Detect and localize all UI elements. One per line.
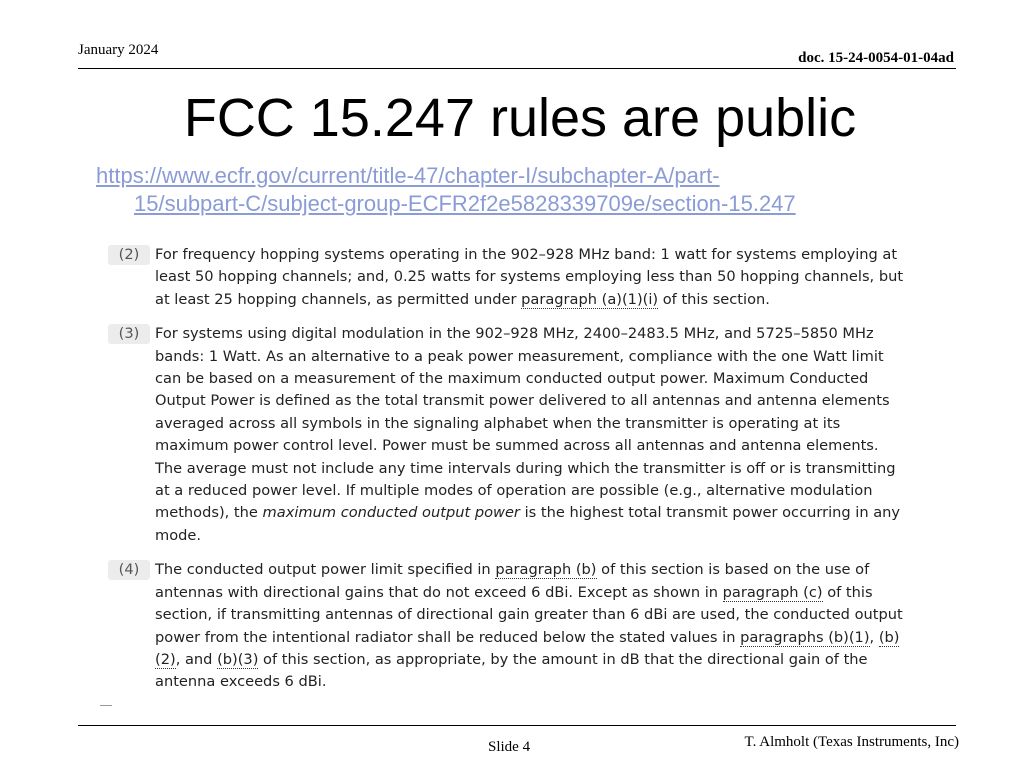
header-doc-id: doc. 15-24-0054-01-04ad <box>798 50 954 66</box>
paragraph-3 <box>108 323 908 547</box>
paragraph-text: is the highest total transmit power occurring in any mode. <box>155 504 901 544</box>
slide-number: Slide 4 <box>488 739 531 755</box>
header-rule <box>78 68 956 69</box>
paragraph-number: (2) <box>108 245 150 265</box>
regulation-excerpt <box>108 244 908 706</box>
slide-title: FCC 15.247 rules are public <box>183 88 857 148</box>
paragraph-number: (3) <box>108 324 150 344</box>
paragraph-text: For systems using digital modulation in the 902–928 MHz, 2400–2483.5 MHz, and 5725–5850 MHz bands: 1 Watt. As an alternative to a peak power measurement, compliance with the one Watt limit can be based on a measurement of the maximum conducted output power. Maximum Conducted Output Power is defined as the total transmit power delivered to all antennas and antenna elements averaged across all symbols in the signaling alphabet when the transmitter is operating at its maximum power control level. Power must be summed across all antennas and antenna elements. The average must not include any time intervals during which the transmitter is off or is transmitting at a reduced power level. If multiple modes of operation are possible (e.g., alternative modulation methods), the <box>155 325 896 522</box>
footer-author: T. Almholt (Texas Instruments, Inc) <box>744 734 959 750</box>
ecfr-link-line-2[interactable]: 15/subpart-C/subject-group-ECFR2f2e5828339709e/section-15.247 <box>134 191 796 216</box>
paragraph-ref-link[interactable]: paragraphs (b)(1) <box>740 628 870 646</box>
paragraph-text: of this section. <box>658 290 770 308</box>
paragraph-text: of this section, as appropriate, by the amount in dB that the directional gain of the antenna exceeds 6 dBi. <box>155 650 868 691</box>
divider-mark <box>100 705 112 706</box>
paragraph-text: , <box>869 628 879 646</box>
paragraph-text: The conducted output power limit specified in <box>155 561 496 579</box>
paragraph-ref-link[interactable]: (b)(3) <box>217 650 259 668</box>
ecfr-link[interactable] <box>96 162 926 218</box>
paragraph-text: of this section, if transmitting antennas of directional gain greater than 6 dBi are used, the conducted output power from the intentional radiator shall be reduced below the stated values in <box>155 583 903 646</box>
paragraph-ref-link[interactable]: paragraph (c) <box>722 583 823 601</box>
paragraph-text: For frequency hopping systems operating in the 902–928 MHz band: 1 watt for systems employing at least 50 hopping channels; and, 0.25 watts for systems employing less than 50 hopping channels, but at least 25 hopping channels, as permitted under <box>155 246 904 308</box>
footer-rule <box>78 725 956 726</box>
emphasized-term: maximum conducted output power <box>262 504 520 522</box>
paragraph-ref-link[interactable]: paragraph (a)(1)(i) <box>521 290 659 308</box>
paragraph-ref-link[interactable]: paragraph (b) <box>495 561 597 579</box>
paragraph-text: , and <box>175 650 218 668</box>
ecfr-link-line-1[interactable]: https://www.ecfr.gov/current/title-47/chapter-I/subchapter-A/part- <box>96 163 720 188</box>
paragraph-ref-link[interactable]: (b)(2) <box>155 628 900 668</box>
paragraph-text: of this section is based on the use of antennas with directional gains that do not exceed 6 dBi. Except as shown in <box>155 561 870 601</box>
paragraph-4 <box>108 559 908 693</box>
paragraph-2 <box>108 244 908 311</box>
paragraph-number: (4) <box>108 560 150 580</box>
header-date: January 2024 <box>78 42 159 58</box>
